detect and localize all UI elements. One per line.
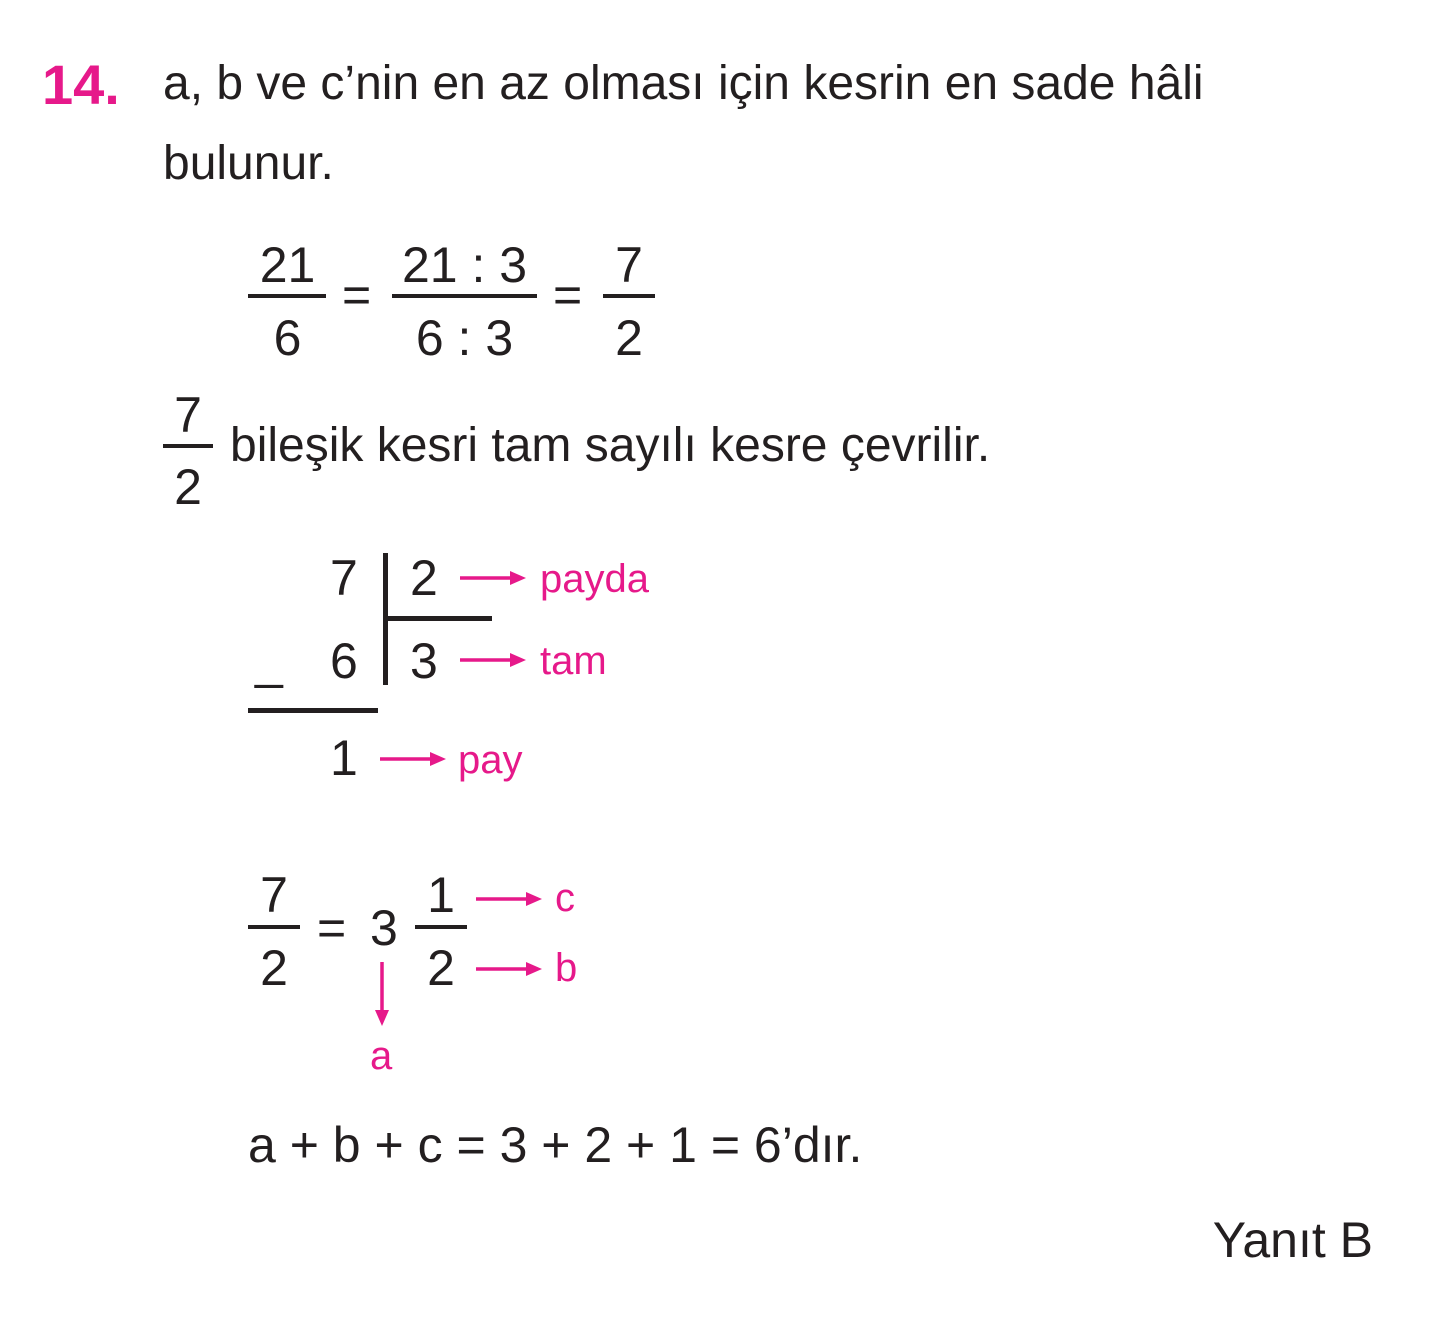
mixed-left-numerator: 7 [260,867,288,923]
fraction-1-denominator: 6 [273,310,302,366]
convert-fraction-bar [163,444,213,448]
mixed-frac-numerator: 1 [427,867,455,923]
mixed-left-denominator: 2 [260,940,288,996]
divisor: 2 [410,550,438,606]
subtrahend: 6 [330,633,358,689]
minus-sign: _ [255,633,283,689]
arrow-right-icon [460,570,526,586]
division-horizontal-line [385,616,492,621]
equals-sign-2: = [553,267,583,323]
label-tam: tam [540,639,607,683]
remainder: 1 [330,730,358,786]
sum-line: a + b + c = 3 + 2 + 1 = 6’dır. [248,1117,863,1173]
arrow-right-icon [476,961,542,977]
fraction-2-denominator: 6 : 3 [415,310,514,366]
dividend: 7 [330,550,358,606]
label-payda: payda [540,557,649,601]
fraction-2-bar [392,294,537,298]
equals-sign-1: = [342,267,372,323]
arrow-down-icon [374,962,390,1028]
fraction-3-denominator: 2 [615,310,643,366]
label-pay: pay [458,738,523,782]
question-number: 14. [42,53,120,116]
fraction-1-bar [248,294,326,298]
arrow-right-icon [380,751,446,767]
mixed-frac-denominator: 2 [427,940,455,996]
convert-fraction-denominator: 2 [174,459,202,515]
subtraction-line [248,708,378,713]
mixed-frac-bar [415,925,467,929]
convert-text: bileşik kesri tam sayılı kesre çevrilir. [230,419,991,472]
fraction-3-numerator: 7 [615,237,643,293]
fraction-1-numerator: 21 [259,237,316,293]
mixed-left-bar [248,925,300,929]
label-c: c [555,876,575,920]
intro-line-1: a, b ve c’nin en az olması için kesrin en sade hâli [163,57,1204,110]
mixed-whole: 3 [370,900,398,956]
label-b: b [555,946,578,990]
mixed-equals-sign: = [317,900,347,956]
intro-line-2: bulunur. [163,137,334,190]
arrow-right-icon [460,652,526,668]
quotient: 3 [410,633,438,689]
fraction-3-bar [603,294,655,298]
convert-fraction-numerator: 7 [174,387,202,443]
arrow-right-icon [476,891,542,907]
answer: Yanıt B [1212,1212,1373,1268]
label-a: a [370,1034,393,1078]
fraction-2-numerator: 21 : 3 [401,237,528,293]
